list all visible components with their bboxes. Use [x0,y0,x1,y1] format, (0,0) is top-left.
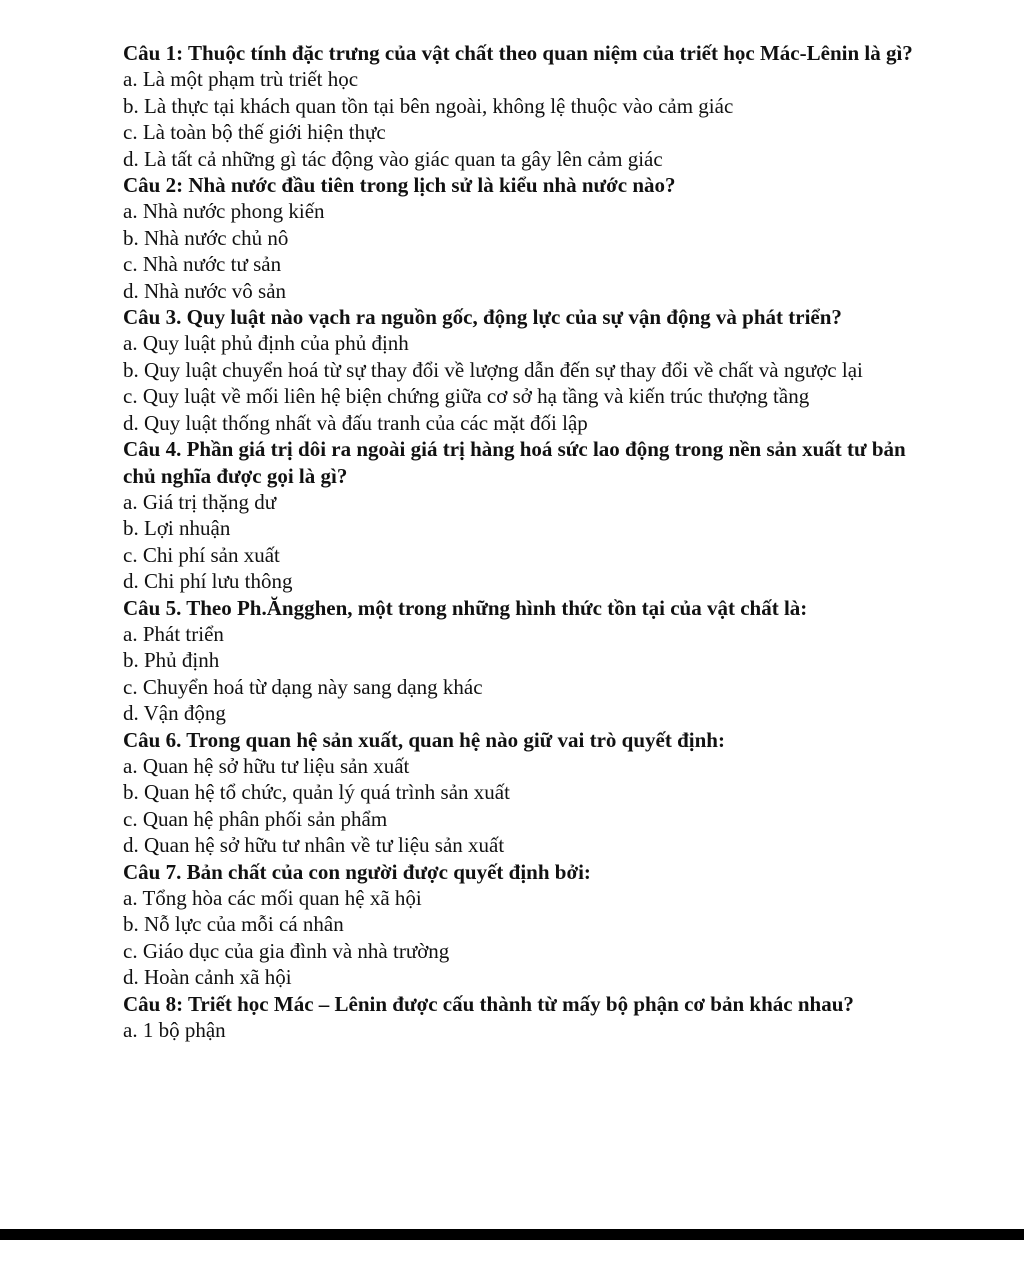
question-2-option-c: c. Nhà nước tư sản [123,252,282,277]
question-7-option-a: a. Tổng hòa các mối quan hệ xã hội [123,886,422,910]
question-8-option-a: a. 1 bộ phận [123,1018,226,1043]
question-4-option-c: c. Chi phí sản xuất [123,542,280,567]
question-block-3 [123,304,918,436]
question-1-option-a: a. Là một phạm trù triết học [123,67,359,92]
question-3-option-c: c. Quy luật về mối liên hệ biện chứng giữa cơ sở hạ tầng và kiến trúc thượng tầng [123,384,810,409]
question-7-text: Câu 7. Bản chất của con người được quyết định bởi: [123,859,591,884]
question-4-option-a: a. Giá trị thặng dư [123,489,277,514]
question-7-option-d: d. Hoàn cảnh xã hội [123,965,292,990]
question-1-option-b: b. Là thực tại khách quan tồn tại bên ngoài, không lệ thuộc vào cảm giác [123,93,734,118]
question-7-option-c: c. Giáo dục của gia đình và nhà trường [123,938,450,963]
question-6-text: Câu 6. Trong quan hệ sản xuất, quan hệ nào giữ vai trò quyết định: [123,727,725,752]
question-block-1 [123,40,918,172]
question-5-text: Câu 5. Theo Ph.Ăngghen, một trong những hình thức tồn tại của vật chất là: [123,595,808,620]
question-2-text: Câu 2: Nhà nước đầu tiên trong lịch sử là kiểu nhà nước nào? [123,173,676,198]
question-6-option-b: b. Quan hệ tổ chức, quản lý quá trình sản xuất [123,780,510,805]
question-block-8 [123,991,918,1044]
question-5-option-c: c. Chuyển hoá từ dạng này sang dạng khác [123,674,483,699]
question-4-option-d: d. Chi phí lưu thông [123,569,293,594]
question-block-6 [123,727,918,859]
question-5-option-a: a. Phát triển [123,621,224,646]
question-2-option-b: b. Nhà nước chủ nô [123,225,289,250]
question-7-option-b: b. Nỗ lực của mỗi cá nhân [123,912,344,937]
question-1-option-c: c. Là toàn bộ thế giới hiện thực [123,120,386,145]
question-6-option-a: a. Quan hệ sở hữu tư liệu sản xuất [123,753,410,778]
question-1-text: Câu 1: Thuộc tính đặc trưng của vật chất theo quan niệm của triết học Mác-Lênin là gì? [123,41,913,65]
question-2-option-d: d. Nhà nước vô sản [123,278,287,303]
question-5-option-b: b. Phủ định [123,648,220,673]
question-2-option-a: a. Nhà nước phong kiến [123,199,325,224]
question-3-option-a: a. Quy luật phủ định của phủ định [123,331,409,356]
question-3-text: Câu 3. Quy luật nào vạch ra nguồn gốc, động lực của sự vận động và phát triển? [123,305,842,330]
question-block-7 [123,859,918,991]
page-bottom-border [0,1229,1024,1240]
question-block-5 [123,595,918,727]
question-5-option-d: d. Vận động [123,701,226,726]
document-page [123,40,918,1043]
question-6-option-d: d. Quan hệ sở hữu tư nhân về tư liệu sản xuất [123,833,505,858]
question-4-text: Câu 4. Phần giá trị dôi ra ngoài giá trị hàng hoá sức lao động trong nền sản xuất tư bản chủ nghĩa được gọi là gì? [123,437,906,488]
question-8-text: Câu 8: Triết học Mác – Lênin được cấu thành từ mấy bộ phận cơ bản khác nhau? [123,991,854,1016]
question-3-option-d: d. Quy luật thống nhất và đấu tranh của các mặt đối lập [123,410,588,435]
question-4-option-b: b. Lợi nhuận [123,516,231,541]
question-block-2 [123,172,918,304]
question-6-option-c: c. Quan hệ phân phối sản phẩm [123,806,388,831]
question-block-4 [123,436,918,594]
question-3-option-b: b. Quy luật chuyển hoá từ sự thay đổi về lượng dẫn đến sự thay đổi về chất và ngược lại [123,357,863,382]
question-1-option-d: d. Là tất cả những gì tác động vào giác quan ta gây lên cảm giác [123,146,663,171]
